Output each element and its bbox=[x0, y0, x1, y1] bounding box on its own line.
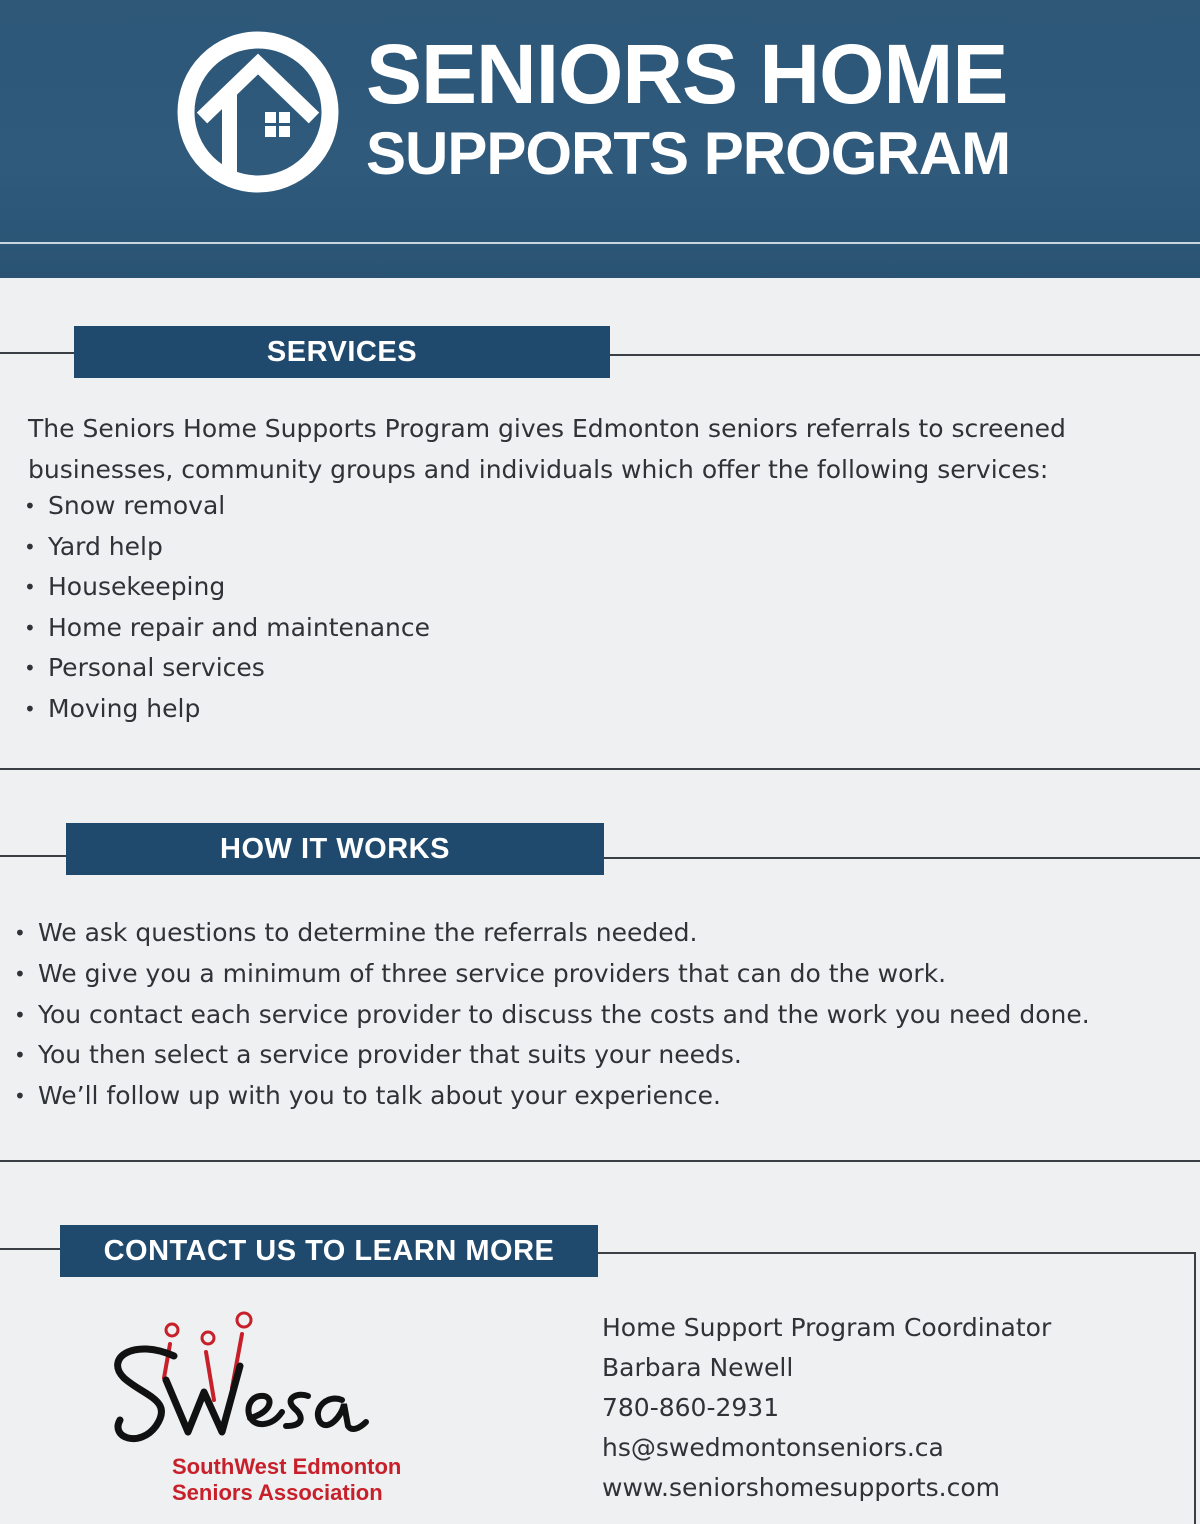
header-banner bbox=[0, 0, 1200, 278]
list-item: • We’ll follow up with you to talk about your experience. bbox=[14, 1076, 1090, 1117]
services-heading: SERVICES bbox=[74, 326, 610, 378]
services-intro: The Seniors Home Supports Program gives Edmonton seniors referrals to screened businesses, community groups and individuals which offer the following services: bbox=[28, 414, 1066, 484]
coordinator-role: Home Support Program Coordinator bbox=[602, 1313, 1052, 1342]
list-item: • You contact each service provider to discuss the costs and the work you need done. bbox=[14, 995, 1090, 1036]
how-it-works-heading: HOW IT WORKS bbox=[66, 823, 604, 875]
list-item: • We ask questions to determine the referrals needed. bbox=[14, 913, 1090, 954]
contact-email[interactable]: hs@swedmontonseniors.ca bbox=[602, 1433, 944, 1462]
program-title-line2: SUPPORTS PROGRAM bbox=[366, 120, 1011, 187]
services-rule-left bbox=[0, 352, 76, 354]
header-divider bbox=[0, 242, 1200, 244]
house-in-circle-icon bbox=[172, 26, 344, 198]
contact-website[interactable]: www.seniorshomesupports.com bbox=[602, 1473, 1001, 1502]
list-item: • Home repair and maintenance bbox=[24, 608, 430, 649]
section-divider bbox=[0, 768, 1200, 770]
services-list bbox=[24, 486, 430, 729]
contact-info bbox=[602, 1308, 1051, 1508]
list-item: • Yard help bbox=[24, 527, 430, 568]
list-item: • Housekeeping bbox=[24, 567, 430, 608]
how-rule-right bbox=[603, 857, 1200, 859]
how-rule-left bbox=[0, 855, 68, 857]
contact-heading: CONTACT US TO LEARN MORE bbox=[60, 1225, 598, 1277]
how-it-works-list bbox=[14, 913, 1090, 1117]
list-item: • Personal services bbox=[24, 648, 430, 689]
organization-name-line1: SouthWest Edmonton bbox=[172, 1454, 402, 1479]
list-item: • Snow removal bbox=[24, 486, 430, 527]
organization-name-line2: Seniors Association bbox=[172, 1480, 383, 1505]
program-title-line1: SENIORS HOME bbox=[366, 27, 1008, 121]
swesa-logo bbox=[104, 1308, 374, 1458]
services-rule-right bbox=[610, 354, 1200, 356]
coordinator-name: Barbara Newell bbox=[602, 1353, 794, 1382]
list-item: • We give you a minimum of three service providers that can do the work. bbox=[14, 954, 1090, 995]
list-item: • Moving help bbox=[24, 689, 430, 730]
contact-phone[interactable]: 780-860-2931 bbox=[602, 1393, 780, 1422]
section-divider bbox=[0, 1160, 1200, 1162]
organization-name bbox=[172, 1454, 401, 1506]
contact-rule-left bbox=[0, 1248, 62, 1250]
list-item: • You then select a service provider that suits your needs. bbox=[14, 1035, 1090, 1076]
